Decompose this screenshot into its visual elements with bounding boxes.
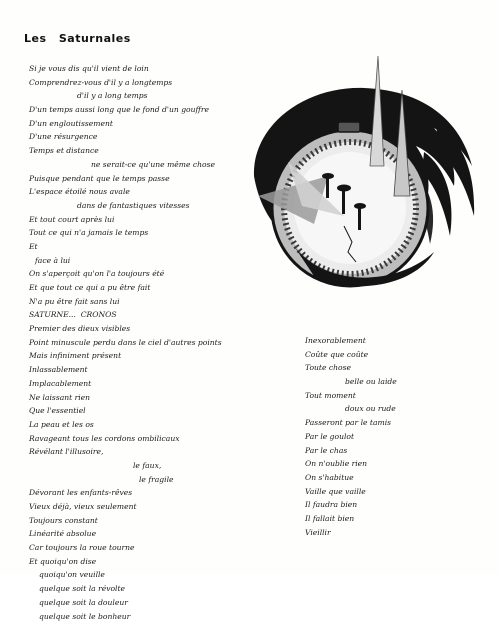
poem-line: L'espace étoilé nous avale <box>29 185 264 199</box>
poem-line: Vieillir <box>305 526 455 540</box>
poem-line: Inexorablement <box>305 334 455 348</box>
poem-line: quelque soit la douleur <box>29 596 264 610</box>
poem-line: quelque soit la révolte <box>29 582 264 596</box>
poem-line: Ne laissant rien <box>29 391 264 405</box>
poem-line: belle ou laide <box>305 375 455 389</box>
poem-line: D'une résurgence <box>29 130 264 144</box>
title-word-saturnales: Saturnales <box>59 32 131 45</box>
poem-column-left <box>29 62 264 623</box>
poem-line: Inlassablement <box>29 363 264 377</box>
poem-line: Premier des dieux visibles <box>29 322 264 336</box>
poem-line: Et que tout ce qui a pu être fait <box>29 281 264 295</box>
poem-line: Comprendrez-vous d'il y a longtemps <box>29 76 264 90</box>
poem-line: Point minuscule perdu dans le ciel d'autres points <box>29 336 264 350</box>
poem-line: Linéarité absolue <box>29 527 264 541</box>
poem-line: quelque soit le bonheur <box>29 610 264 623</box>
poem-line: Et <box>29 240 264 254</box>
poem-line: Si je vous dis qu'il vient de loin <box>29 62 264 76</box>
poem-line: quoiqu'on veuille <box>29 568 264 582</box>
poem-line: SATURNE... CRONOS <box>29 308 264 322</box>
poem-title <box>24 32 131 45</box>
poem-line: Toujours constant <box>29 514 264 528</box>
poem-line: le fragile <box>29 473 264 487</box>
poem-line: Et quoiqu'on dise <box>29 555 264 569</box>
poem-line: Dévorant les enfants-rêves <box>29 486 264 500</box>
watch-crown <box>338 122 360 132</box>
poem-line: ne serait-ce qu'une même chose <box>29 158 264 172</box>
poem-line: Toute chose <box>305 361 455 375</box>
poem-line: d'il y a long temps <box>29 89 264 103</box>
poem-line: On n'oublie rien <box>305 457 455 471</box>
poem-line: Implacablement <box>29 377 264 391</box>
poem-column-right <box>305 334 455 539</box>
poem-line: Car toujours la roue tourne <box>29 541 264 555</box>
poem-line: On s'aperçoit qu'on l'a toujours été <box>29 267 264 281</box>
poem-line: Que l'essentiel <box>29 404 264 418</box>
poem-line: Mais infiniment présent <box>29 349 264 363</box>
poem-line: Par le goulot <box>305 430 455 444</box>
poem-line: On s'habitue <box>305 471 455 485</box>
poem-line: face à lui <box>29 254 264 268</box>
poem-line: dans de fantastiques vitesses <box>29 199 264 213</box>
poem-line: Et tout court après lui <box>29 213 264 227</box>
poem-line: Temps et distance <box>29 144 264 158</box>
poem-line: D'un temps aussi long que le fond d'un gouffre <box>29 103 264 117</box>
poem-line: Il faudra bien <box>305 498 455 512</box>
poem-line: Ravageant tous les cordons ombilicaux <box>29 432 264 446</box>
poem-line: Vaille que vaille <box>305 485 455 499</box>
saturn-pocket-watch-illustration-icon <box>244 56 480 296</box>
poem-line: N'a pu être fait sans lui <box>29 295 264 309</box>
poem-line: Puisque pendant que le temps passe <box>29 172 264 186</box>
poem-line: Il fallait bien <box>305 512 455 526</box>
title-word-les: Les <box>24 32 47 45</box>
poem-line: Passeront par le tamis <box>305 416 455 430</box>
poem-line: le faux, <box>29 459 264 473</box>
poem-line: Révélant l'illusoire, <box>29 445 264 459</box>
poem-line: Par le chas <box>305 444 455 458</box>
poem-line: doux ou rude <box>305 402 455 416</box>
poem-line: Coûte que coûte <box>305 348 455 362</box>
poem-line: La peau et les os <box>29 418 264 432</box>
poem-line: D'un engloutissement <box>29 117 264 131</box>
poem-line: Tout moment <box>305 389 455 403</box>
poem-line: Vieux déjà, vieux seulement <box>29 500 264 514</box>
poem-line: Tout ce qui n'a jamais le temps <box>29 226 264 240</box>
